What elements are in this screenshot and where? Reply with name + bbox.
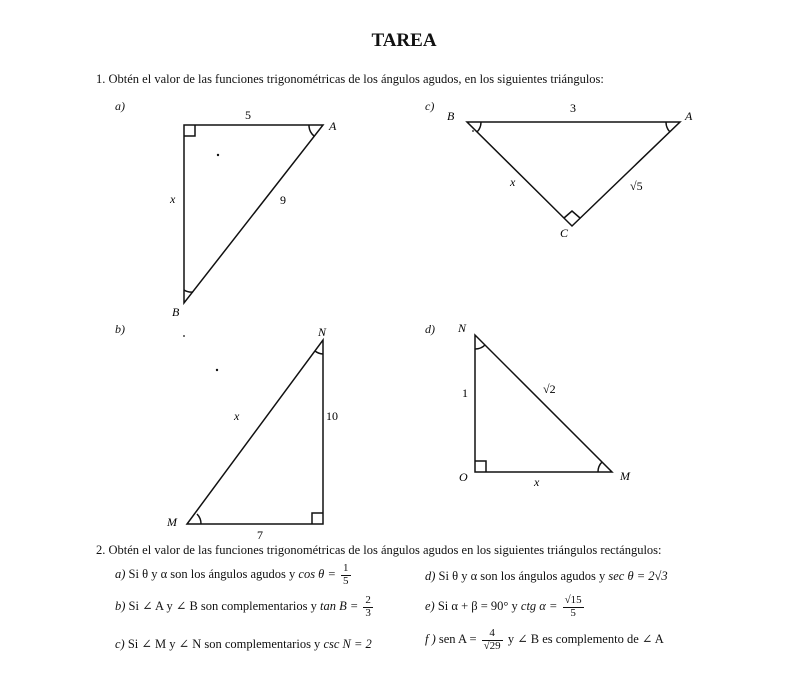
label-b: b)	[115, 322, 125, 336]
right-angle-marker-a	[184, 125, 195, 136]
q2-e-text: Si α + β = 90° y	[437, 598, 518, 613]
page-title: TAREA	[371, 30, 437, 51]
q2-item-b	[115, 595, 375, 619]
q2-e-label: e)	[425, 598, 435, 613]
q2-c-fn: csc N = 2	[323, 637, 372, 651]
q2-e-fn: ctg α =	[520, 598, 558, 613]
tri-c-left-length: x	[510, 175, 516, 189]
q2-item-c	[115, 636, 372, 652]
q2-item-a	[115, 563, 353, 587]
q2-c-label: c)	[115, 637, 125, 651]
tri-b-vertex-N: N	[318, 325, 327, 339]
triangle-b	[187, 340, 323, 524]
label-a: a)	[115, 99, 125, 113]
angle-arc-b-M	[197, 514, 201, 524]
tri-a-vertex-B: B	[172, 305, 180, 319]
tri-d-hyp-length: √2	[543, 382, 556, 396]
q2-f-text: sen A =	[438, 631, 477, 646]
q2-a-text: Si θ y α son los ángulos agudos y	[128, 566, 296, 581]
q2-d-text: Si θ y α son los ángulos agudos y	[438, 569, 606, 583]
question-1-text: 1. Obtén el valor de las funciones trigonométricas de los ángulos agudos, en los siguientes triángulos:	[96, 72, 604, 86]
stray-dot	[217, 154, 219, 156]
angle-arc-d-N	[475, 345, 485, 349]
tri-a-top-length: 5	[245, 108, 251, 122]
q2-item-f	[425, 628, 664, 652]
angle-arc-b-N	[315, 351, 323, 354]
stray-dot	[183, 335, 185, 337]
tri-d-vertex-O: O	[459, 470, 468, 484]
tri-d-bottom-length: x	[534, 475, 540, 489]
q2-f-fraction: $\frac{4}{√29}$	[483, 627, 501, 652]
question-2-text: 2. Obtén el valor de las funciones trigonométricas de los ángulos agudos en los siguientes triángulos rectángulos:	[96, 543, 662, 557]
tri-c-top-length: 3	[570, 101, 576, 115]
q2-b-fn: tan B =	[319, 598, 359, 613]
tri-d-left-length: 1	[462, 386, 468, 400]
q2-e-fraction: $\frac{√15}{5}$	[564, 594, 582, 619]
tri-b-left-length: x	[234, 409, 240, 423]
q2-b-fraction: $\frac{2}{3}$	[365, 594, 371, 619]
tri-b-right-length: 10	[326, 409, 338, 423]
q2-f-tail: y ∠ B es complemento de ∠ A	[507, 631, 664, 646]
stray-dot	[472, 130, 474, 132]
tri-c-vertex-A: A	[685, 109, 693, 123]
right-angle-marker-c	[564, 211, 580, 218]
angle-arc-a-A	[309, 125, 314, 136]
tri-d-vertex-M: M	[620, 469, 630, 483]
q2-a-fraction: $\frac{1}{5}$	[343, 562, 349, 587]
angle-arc-d-M	[598, 462, 602, 472]
tri-c-vertex-B: B	[447, 109, 455, 123]
triangle-c	[467, 122, 680, 226]
tri-a-hyp-length: 9	[280, 193, 286, 207]
stray-dot	[216, 369, 218, 371]
tri-a-left-length: x	[170, 192, 176, 206]
angle-arc-c-A	[666, 122, 670, 132]
q2-d-label: d)	[425, 569, 436, 583]
q2-item-d	[425, 569, 668, 584]
right-angle-marker-d	[475, 461, 486, 472]
q2-d-fn: sec θ = 2√3	[608, 569, 668, 583]
tri-b-bottom-length: 7	[257, 528, 263, 542]
tri-a-vertex-A: A	[329, 119, 337, 133]
angle-arc-c-B	[477, 122, 481, 132]
tri-c-right-length: √5	[630, 179, 643, 193]
q2-b-text: Si ∠ A y ∠ B son complementarios y	[128, 598, 317, 613]
q2-b-label: b)	[115, 598, 126, 613]
tri-d-vertex-N: N	[458, 321, 467, 335]
q2-f-label: f )	[425, 631, 436, 646]
label-d: d)	[425, 322, 435, 336]
q2-item-e	[425, 595, 586, 619]
triangle-a	[184, 125, 323, 303]
tri-c-vertex-C: C	[560, 226, 569, 240]
q2-c-text: Si ∠ M y ∠ N son complementarios y	[127, 637, 321, 651]
q2-a-fn: cos θ =	[298, 566, 336, 581]
angle-arc-a-B	[184, 290, 193, 292]
tri-b-vertex-M: M	[167, 515, 177, 529]
q2-a-label: a)	[115, 566, 126, 581]
label-c: c)	[425, 99, 435, 113]
triangle-d	[475, 335, 612, 472]
right-angle-marker-b	[312, 513, 323, 524]
